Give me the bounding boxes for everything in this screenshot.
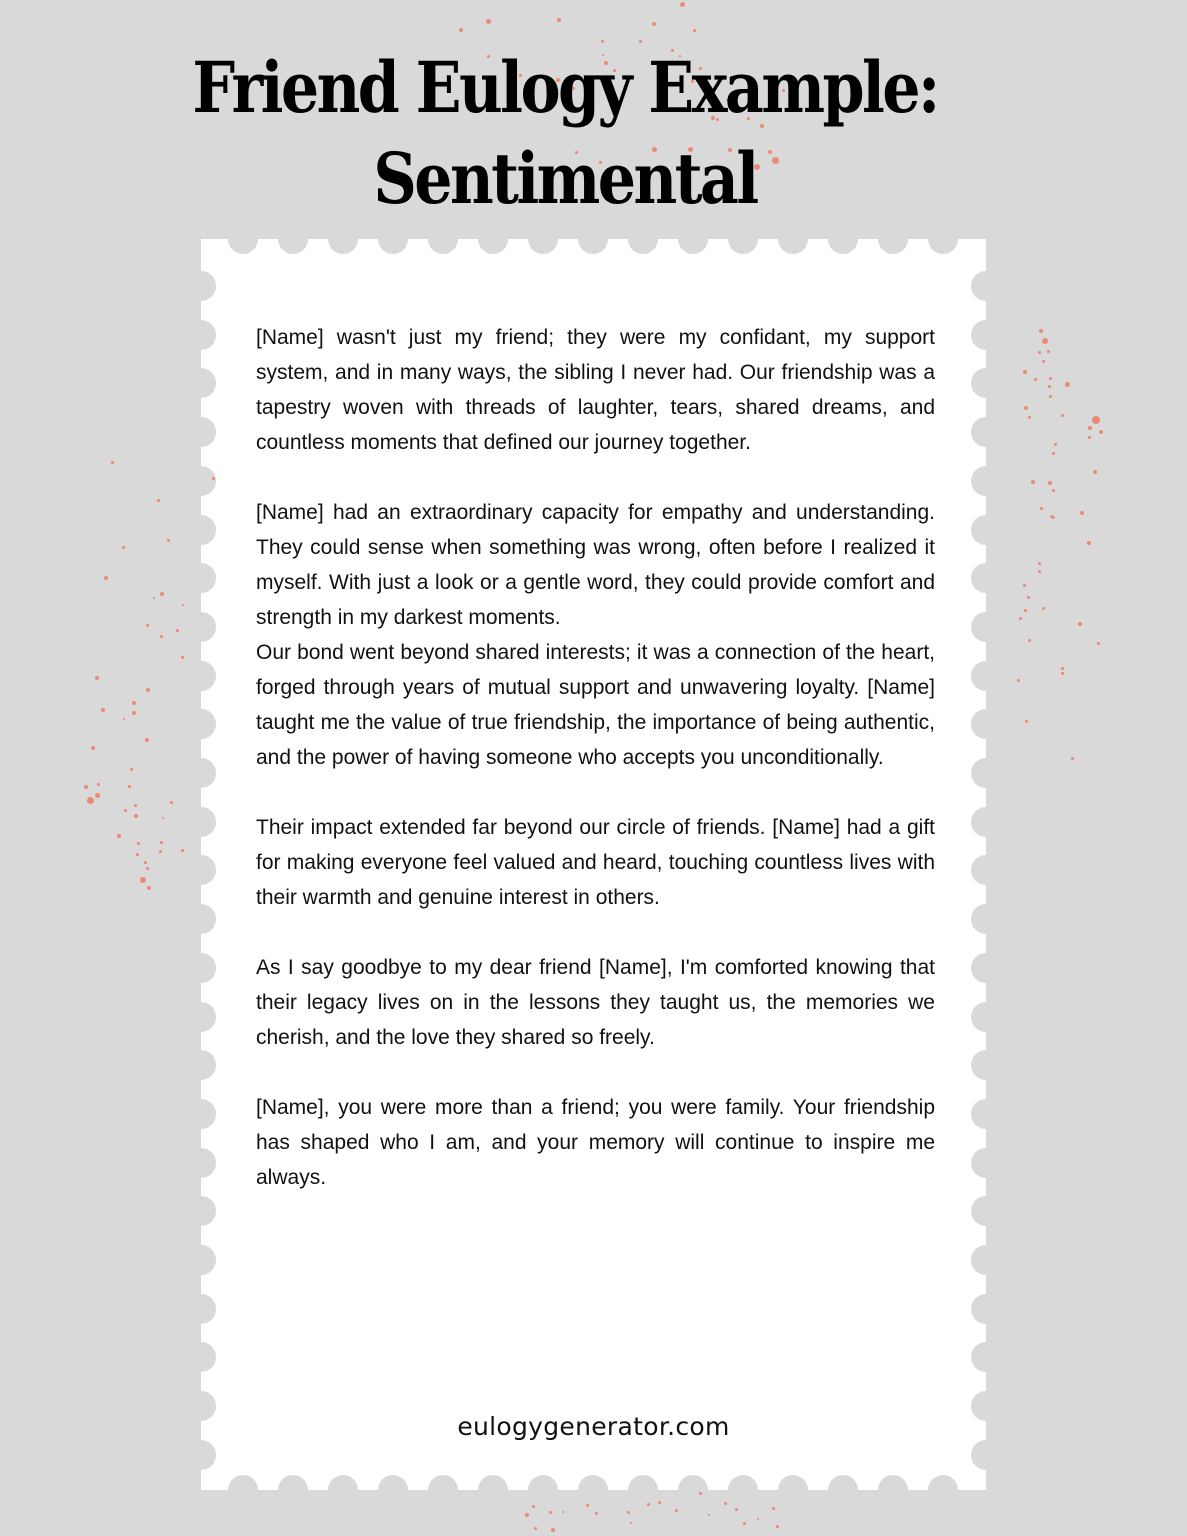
eulogy-paragraph: [Name] wasn't just my friend; they were my confidant, my support system, and in many ways, the sibling I never had. Our friendship was a tapestry woven with threads of laughter, tears, shared dreams, and countless moments that defined our journey together. [256, 326, 935, 454]
eulogy-paragraph: Our bond went beyond shared interests; it was a connection of the heart, forged through years of mutual support and unwavering loyalty. [Name] taught me the value of true friendship, the importance of being authentic, and the power of having someone who accepts you unconditionally. [256, 641, 935, 769]
eulogy-paragraph: Their impact extended far beyond our circle of friends. [Name] had a gift for making everyone feel valued and heard, touching countless lives with their warmth and genuine interest in others. [256, 816, 935, 909]
eulogy-paragraph: As I say goodbye to my dear friend [Name], I'm comforted knowing that their legacy lives on in the lessons they taught us, the memories we cherish, and the love they shared so freely. [256, 956, 935, 1049]
website-footer: eulogygenerator.com [457, 1412, 730, 1441]
page-title [79, 42, 1051, 224]
title-line-2: Sentimental [373, 137, 757, 220]
eulogy-text [256, 320, 935, 1230]
eulogy-paragraph: [Name] had an extraordinary capacity for empathy and understanding. They could sense when something was wrong, often before I realized it myself. With just a look or a gentle word, they could provide comfort and strength in my darkest moments. [256, 501, 935, 629]
title-line-1: Friend Eulogy Example: [192, 46, 938, 129]
eulogy-paragraph: [Name], you were more than a friend; you were family. Your friendship has shaped who I am, and your memory will continue to inspire me always. [256, 1096, 935, 1189]
